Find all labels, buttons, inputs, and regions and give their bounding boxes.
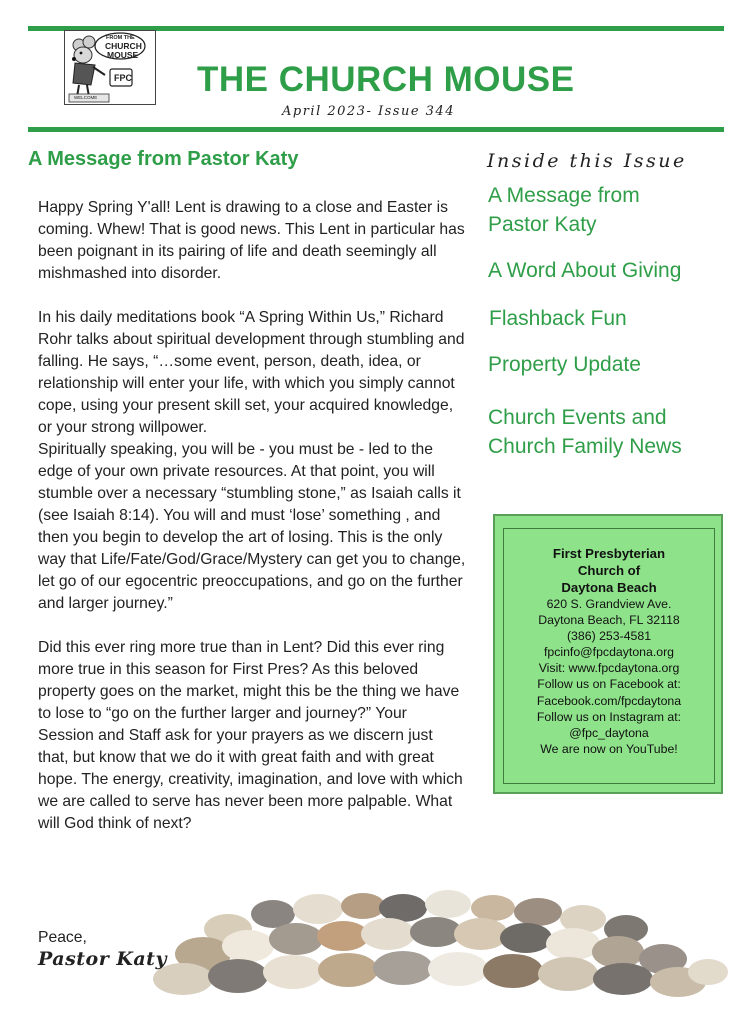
contact-box-inner (503, 528, 715, 784)
church-name-2: Church of (577, 563, 641, 578)
article-heading: A Message from Pastor Katy (28, 148, 299, 170)
toc-item[interactable]: A Word About Giving (488, 259, 682, 282)
article-paragraph: Did this ever ring more true than in Lent? Did this ever ring more true in this season for First Pres? As this beloved property goes on the market, might this be the thing we have to lose to “go on the further larger and journey?” Your Session and Staff ask for your prayers as we discern just that, but know that we do it with great faith and with great hope. The energy, creativity, imagination, and love with which we are called to serve has never been more palpable. What will God think of next? (38, 639, 463, 832)
logo-line-2: CHURCH (105, 41, 142, 51)
logo-line-1: FROM THE (106, 35, 135, 41)
article-paragraph: Spiritually speaking, you will be - you must be - led to the edge of your own private resources. At that point, you will stumble over a necessary “stumbling stone,” as Isaiah calls it (see Isaiah 8:14). You will and must ‘lose’ something , and then you begin to develop the art of losing. This is the only way that Life/Fate/God/Grace/Mystery can get you to change, let go of our egocentric preoccupations, and go on the further and larger journey.” (38, 441, 466, 612)
newsletter-title: THE CHURCH MOUSE (197, 60, 575, 99)
address-line-2: Daytona Beach, FL 32118 (538, 613, 680, 628)
logo-mat: WELCOME (74, 95, 98, 100)
church-name-1: First Presbyterian (552, 546, 666, 561)
issue-line: April 2023- Issue 344 (282, 104, 455, 119)
phone: (386) 253-4581 (566, 629, 652, 644)
church-name-3: Daytona Beach (561, 580, 657, 595)
address-line-1: 620 S. Grandview Ave. (546, 597, 672, 611)
article-paragraph: Happy Spring Y'all! Lent is drawing to a close and Easter is coming. Whew! That is good news. This Lent in particular has been poignant in its pairing of life and death seemingly all mishmashed into disorder. (38, 199, 465, 282)
facebook-label: Follow us on Facebook at: (537, 677, 681, 692)
toc-item[interactable]: Flashback Fun (489, 307, 627, 330)
toc-item[interactable]: Church Events and Church Family News (488, 406, 682, 458)
instagram-handle[interactable]: @fpc_daytona (569, 725, 649, 740)
header-bottom-rule (28, 127, 724, 132)
logo-line-3: MOUSE (107, 50, 139, 60)
article-paragraph: In his daily meditations book “A Spring Within Us,” Richard Rohr talks about spiritual development through stumbling and falling. He says, “…some event, person, death, idea, or relationship will enter your life, with which you simply cannot cope, using your present skill set, your acquired knowledge, or your strong willpower. (38, 309, 465, 436)
pastor-signature: Pastor Katy (38, 948, 167, 970)
youtube-note: We are now on YouTube! (540, 741, 678, 756)
stones-image (148, 884, 732, 1002)
email[interactable]: fpcinfo@fpcdaytona.org (543, 645, 675, 660)
church-mouse-logo (64, 30, 156, 105)
toc-item[interactable]: Property Update (488, 353, 641, 376)
instagram-label: Follow us on Instagram at: (536, 709, 682, 724)
contact-box (493, 514, 723, 794)
logo-badge: FPC (114, 73, 132, 83)
website[interactable]: Visit: www.fpcdaytona.org (538, 661, 680, 676)
facebook-link[interactable]: Facebook.com/fpcdaytona (536, 693, 682, 708)
toc-title: Inside this Issue (487, 150, 687, 172)
closing-text: Peace, (38, 929, 87, 946)
article-body (38, 197, 466, 835)
toc-item[interactable]: A Message from Pastor Katy (488, 184, 640, 236)
